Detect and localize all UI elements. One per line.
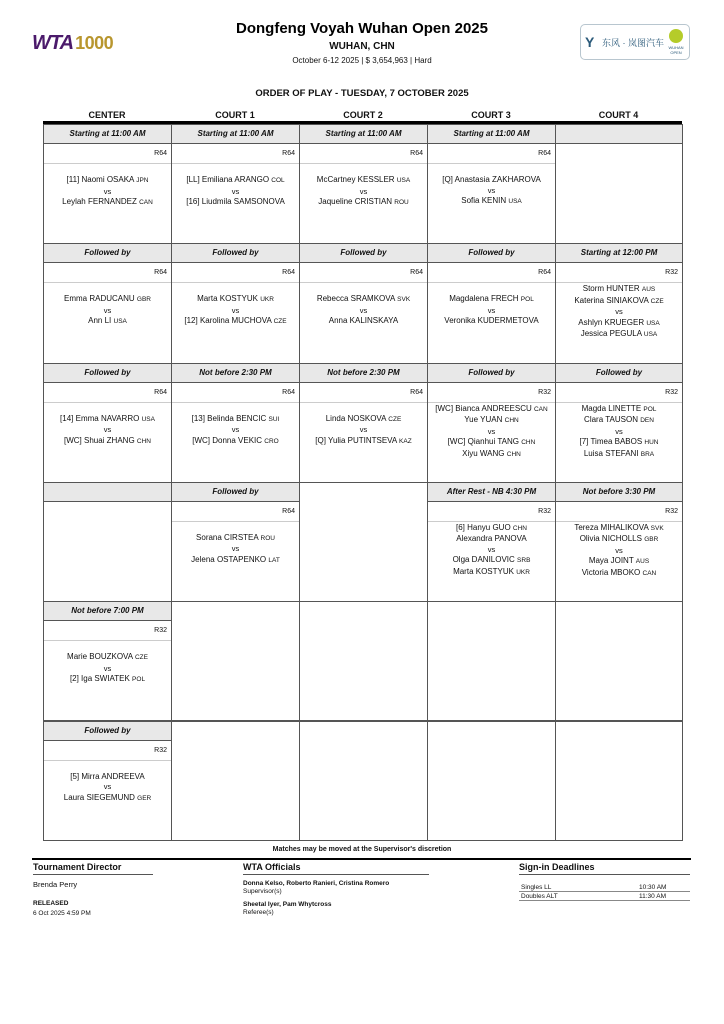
schedule-cell (427, 601, 556, 721)
court-heading: COURT 4 (598, 110, 639, 120)
player-name: [13] Belinda BENCIC (191, 413, 267, 423)
tournament-header (190, 20, 534, 66)
player-name: [14] Emma NAVARRO (60, 413, 140, 423)
match-entry (44, 414, 171, 448)
country-code: UKR (516, 568, 530, 576)
player-name: Marta KOSTYUK (197, 294, 258, 304)
country-code: CAN (642, 569, 657, 577)
player-name: Laura SIEGEMUND (63, 792, 135, 802)
country-code: SVK (397, 296, 411, 304)
round-label: R64 (282, 150, 295, 157)
supervisors-names: Donna Kelso, Roberto Ranieri, Cristina Romero (243, 880, 390, 887)
versus-label: vs (359, 305, 368, 315)
logo-mark: WTA (32, 31, 74, 54)
slot-time-header: Followed by (44, 364, 171, 383)
round-label: R64 (410, 150, 423, 157)
country-code: CZE (650, 297, 664, 305)
sponsor-sub: WUHAN OPEN (668, 45, 684, 55)
country-code: CHN (521, 439, 536, 447)
country-code: USA (113, 318, 127, 326)
released-label: RELEASED (33, 900, 69, 907)
country-code: ROU (394, 199, 409, 206)
versus-label: vs (231, 305, 240, 315)
player-name: Anna KALINSKAYA (328, 316, 399, 326)
divider (33, 874, 153, 875)
player-name: Olivia NICHOLLS (579, 534, 642, 544)
divider (519, 874, 690, 875)
country-code: GER (137, 794, 152, 802)
country-code: UKR (260, 296, 274, 304)
player-name: Yue YUAN (464, 415, 503, 425)
player-name: [Q] Yulia PUTINTSEVA (315, 435, 397, 445)
schedule-cell (427, 482, 556, 602)
slot-time-header: Followed by (172, 244, 299, 263)
signin-heading: Sign-in Deadlines (519, 862, 595, 872)
order-of-play-title: ORDER OF PLAY - TUESDAY, 7 OCTOBER 2025 (255, 88, 469, 99)
country-code: CHN (504, 417, 519, 425)
player-name: [WC] Shuai ZHANG (63, 435, 135, 445)
schedule-cell (171, 243, 300, 363)
deadline-time: 10:30 AM (639, 884, 667, 891)
player-name: Olga DANILOVIC (452, 555, 515, 565)
wta-1000-logo (32, 32, 116, 54)
slot-time-header (44, 483, 171, 502)
voyah-emblem-icon: Y (585, 34, 595, 50)
versus-label: vs (103, 305, 112, 315)
country-code: COL (271, 177, 285, 184)
player-name: Maya JOINT (588, 556, 634, 566)
player-name: Ashlyn KRUEGER (578, 317, 645, 327)
deadline-row (519, 883, 690, 892)
player-name: Ann LI (88, 316, 112, 326)
match-entry (300, 175, 427, 209)
released-date: 6 Oct 2025 4:59 PM (33, 910, 91, 917)
divider (556, 521, 682, 522)
round-label: R32 (538, 388, 551, 396)
country-code: CAN (533, 405, 548, 413)
deadline-label: Singles LL (521, 884, 552, 891)
slot-time-header: Followed by (428, 364, 555, 383)
match-entry (300, 294, 427, 327)
logo-tier: 1000 (75, 32, 114, 53)
tournament-location: WUHAN, CHN (329, 41, 395, 52)
schedule-cell (299, 482, 428, 602)
round-label: R32 (154, 746, 167, 754)
schedule-cell (43, 243, 172, 363)
country-code: POL (132, 676, 146, 684)
player-name: [6] Hanyu GUO (455, 522, 511, 532)
country-code: CHN (512, 524, 527, 532)
versus-label: vs (615, 426, 623, 436)
divider (172, 282, 299, 283)
divider (428, 163, 555, 164)
match-entry (44, 772, 171, 805)
versus-label: vs (487, 544, 496, 554)
versus-label: vs (103, 663, 112, 673)
schedule-cell (427, 124, 556, 244)
slot-time-header: Followed by (556, 364, 682, 383)
player-name: Katerina SINIAKOVA (574, 295, 649, 305)
player-name: Jessica PEGULA (580, 329, 642, 339)
sponsor-logo (580, 24, 690, 60)
divider (428, 402, 555, 403)
deadline-time: 11:30 AM (639, 893, 666, 900)
match-entry (428, 175, 555, 208)
footer-rule (32, 858, 691, 860)
schedule-cell (427, 243, 556, 363)
slot-time-header: Not before 2:30 PM (172, 364, 299, 383)
match-entry (44, 652, 171, 686)
player-name: [WC] Qianhui TANG (447, 437, 519, 447)
divider (300, 282, 427, 283)
schedule-cell (43, 721, 172, 841)
country-code: POL (520, 296, 534, 304)
country-code: CAN (139, 199, 153, 206)
match-entry (300, 414, 427, 448)
round-label: R64 (410, 269, 423, 277)
round-label: R64 (154, 150, 167, 157)
match-entry (44, 294, 171, 328)
schedule-cell (555, 363, 683, 483)
versus-label: vs (359, 186, 368, 196)
round-label: R64 (538, 269, 551, 277)
country-code: SVK (650, 524, 664, 532)
player-name: [16] Liudmila SAMSONOVA (186, 197, 285, 206)
divider (300, 163, 427, 164)
player-name: Jelena OSTAPENKO (191, 554, 267, 564)
schedule-cell (555, 124, 683, 244)
country-code: USA (396, 177, 411, 184)
player-name: [12] Karolina MUCHOVA (184, 316, 272, 326)
slot-time-header: Followed by (172, 483, 299, 502)
tennis-ball-icon (669, 29, 683, 43)
country-code: KAZ (399, 437, 412, 445)
country-code: ROU (260, 534, 275, 542)
schedule-cell (555, 601, 683, 721)
match-entry (172, 533, 299, 567)
country-code: JPN (136, 177, 149, 184)
schedule-cell (171, 363, 300, 483)
round-label: R64 (538, 150, 551, 157)
slot-time-header: Starting at 11:00 AM (428, 125, 555, 144)
round-label: R32 (665, 507, 678, 515)
player-name: [WC] Bianca ANDREESCU (435, 403, 532, 413)
versus-label: vs (487, 426, 496, 436)
player-name: Leylah FERNANDEZ (62, 197, 137, 206)
divider (44, 640, 171, 641)
country-code: USA (643, 331, 658, 339)
country-code: POL (643, 405, 657, 413)
round-label: R64 (410, 388, 423, 396)
referees-role: Referee(s) (243, 909, 274, 916)
referees-names: Sheetal Iyer, Pam Whytcross (243, 901, 332, 908)
court-heading: COURT 3 (471, 110, 511, 120)
match-entry (172, 414, 299, 448)
divider (172, 402, 299, 403)
match-entry (428, 294, 555, 327)
versus-label: vs (103, 186, 112, 196)
player-name: Tereza MIHALIKOVA (574, 522, 649, 532)
divider (172, 163, 299, 164)
schedule-cell (299, 124, 428, 244)
player-name: Magdalena FRECH (449, 294, 519, 304)
country-code: AUS (641, 286, 656, 294)
divider (428, 282, 555, 283)
player-name: Marta KOSTYUK (453, 566, 514, 576)
schedule-cell (299, 721, 428, 841)
round-label: R32 (665, 269, 678, 277)
player-name: Emma RADUCANU (64, 294, 135, 304)
schedule-grid (43, 124, 682, 840)
country-code: SUI (268, 415, 280, 423)
schedule-cell (555, 721, 683, 841)
country-code: AUS (635, 558, 650, 566)
match-entry (556, 284, 682, 341)
slot-time-header: Starting at 11:00 AM (44, 125, 171, 144)
versus-label: vs (359, 425, 368, 435)
deadline-label: Doubles ALT (521, 893, 558, 900)
country-code: CZE (273, 318, 287, 326)
director-heading: Tournament Director (33, 862, 122, 872)
country-code: USA (141, 415, 155, 423)
supervisors-role: Supervisor(s) (243, 888, 282, 895)
divider (428, 521, 555, 522)
schedule-cell (171, 482, 300, 602)
slot-time-header: Not before 2:30 PM (300, 364, 427, 383)
country-code: LAT (268, 556, 280, 564)
match-entry (172, 175, 299, 208)
player-name: [Q] Anastasia ZAKHAROVA (442, 175, 541, 184)
divider (44, 760, 171, 761)
player-name: [LL] Emiliana ARANGO (186, 175, 270, 184)
round-label: R64 (282, 388, 295, 396)
deadline-row (519, 892, 690, 901)
player-name: McCartney KESSLER (316, 175, 395, 184)
country-code: BRA (640, 450, 655, 458)
schedule-cell (43, 124, 172, 244)
court-heading: COURT 1 (215, 110, 255, 120)
supervisor-note: Matches may be moved at the Supervisor's discretion (272, 846, 452, 853)
versus-label: vs (231, 425, 240, 435)
divider (556, 282, 682, 283)
country-code: CHN (136, 437, 151, 445)
court-heading: CENTER (88, 110, 126, 120)
player-name: Storm HUNTER (582, 284, 640, 294)
round-label: R64 (154, 388, 167, 396)
divider (44, 402, 171, 403)
versus-label: vs (231, 186, 240, 196)
schedule-cell (427, 721, 556, 841)
player-name: Jaqueline CRISTIAN (318, 197, 393, 206)
divider (172, 521, 299, 522)
player-name: Sorana CIRSTEA (196, 532, 259, 542)
versus-label: vs (487, 185, 496, 195)
match-entry (172, 294, 299, 328)
slot-time-header: Followed by (44, 244, 171, 263)
player-name: Rebecca SRAMKOVA (316, 294, 395, 304)
schedule-cell (171, 601, 300, 721)
player-name: Clara TAUSON (584, 415, 638, 425)
slot-time-header: Starting at 11:00 AM (300, 125, 427, 144)
schedule-cell (299, 601, 428, 721)
divider (44, 163, 171, 164)
country-code: SRB (517, 557, 531, 565)
court-heading: COURT 2 (343, 110, 383, 120)
player-name: Linda NOSKOVA (325, 413, 387, 423)
player-name: [11] Naomi OSAKA (66, 175, 134, 184)
country-code: CZE (134, 654, 148, 662)
country-code: GBR (644, 536, 659, 544)
player-name: [5] Mirra ANDREEVA (70, 771, 145, 781)
player-name: Alexandra PANOVA (456, 534, 527, 544)
slot-time-header: Followed by (428, 244, 555, 263)
round-label: R64 (282, 507, 295, 515)
country-code: CRO (264, 437, 279, 445)
versus-label: vs (487, 305, 496, 315)
player-name: Marie BOUZKOVA (67, 652, 133, 662)
versus-label: vs (103, 425, 112, 435)
player-name: [7] Timea BABOS (579, 437, 643, 447)
divider (556, 402, 682, 403)
player-name: Xiyu WANG (462, 448, 505, 458)
round-label: R32 (154, 627, 167, 635)
schedule-cell (171, 124, 300, 244)
tournament-info: October 6-12 2025 | $ 3,654,963 | Hard (292, 56, 432, 65)
country-code: GBR (136, 296, 151, 304)
match-entry (428, 523, 555, 579)
player-name: [2] Iga SWIATEK (69, 674, 130, 684)
player-name: Sofia KENIN (461, 196, 507, 205)
player-name: Veronika KUDERMETOVA (444, 316, 539, 326)
slot-time-header: Not before 3:30 PM (556, 483, 682, 502)
versus-label: vs (615, 545, 623, 555)
schedule-cell (427, 363, 556, 483)
tournament-title: Dongfeng Voyah Wuhan Open 2025 (236, 20, 488, 37)
player-name: Luisa STEFANI (583, 448, 639, 458)
officials-heading: WTA Officials (243, 862, 301, 872)
player-name: Victoria MBOKO (581, 567, 641, 577)
divider (44, 282, 171, 283)
sponsor-name: 东风 · 岚图汽车 (602, 37, 664, 48)
versus-label: vs (231, 544, 240, 554)
schedule-cell (555, 482, 683, 602)
schedule-cell (43, 363, 172, 483)
round-label: R32 (538, 507, 551, 515)
divider (300, 402, 427, 403)
match-entry (428, 404, 555, 461)
schedule-cell (171, 721, 300, 841)
schedule-cell (299, 363, 428, 483)
slot-time-header: Not before 7:00 PM (44, 602, 171, 621)
schedule-cell (299, 243, 428, 363)
player-name: Magda LINETTE (581, 403, 642, 413)
match-entry (44, 175, 171, 209)
slot-time-header: Starting at 12:00 PM (556, 244, 682, 263)
country-code: DEN (640, 417, 654, 425)
country-code: USA (646, 319, 660, 327)
round-label: R64 (154, 269, 167, 277)
slot-time-header: Followed by (44, 722, 171, 741)
versus-label: vs (615, 307, 623, 317)
country-code: USA (508, 198, 522, 205)
schedule-cell (43, 601, 172, 721)
schedule-cell (555, 243, 683, 363)
player-name: [WC] Donna VEKIC (192, 435, 263, 445)
match-entry (556, 404, 682, 461)
schedule-cell (43, 482, 172, 602)
country-code: HUN (644, 439, 659, 447)
round-label: R64 (282, 269, 295, 277)
country-code: CZE (388, 415, 402, 423)
divider (243, 874, 429, 875)
slot-time-header: Starting at 11:00 AM (172, 125, 299, 144)
director-name: Brenda Perry (33, 880, 78, 889)
slot-time-header: Followed by (300, 244, 427, 263)
slot-time-header (556, 125, 682, 144)
slot-time-header: After Rest - NB 4:30 PM (428, 483, 555, 502)
versus-label: vs (103, 782, 112, 791)
round-label: R32 (665, 388, 678, 396)
country-code: CHN (506, 450, 521, 458)
match-entry (556, 523, 682, 580)
